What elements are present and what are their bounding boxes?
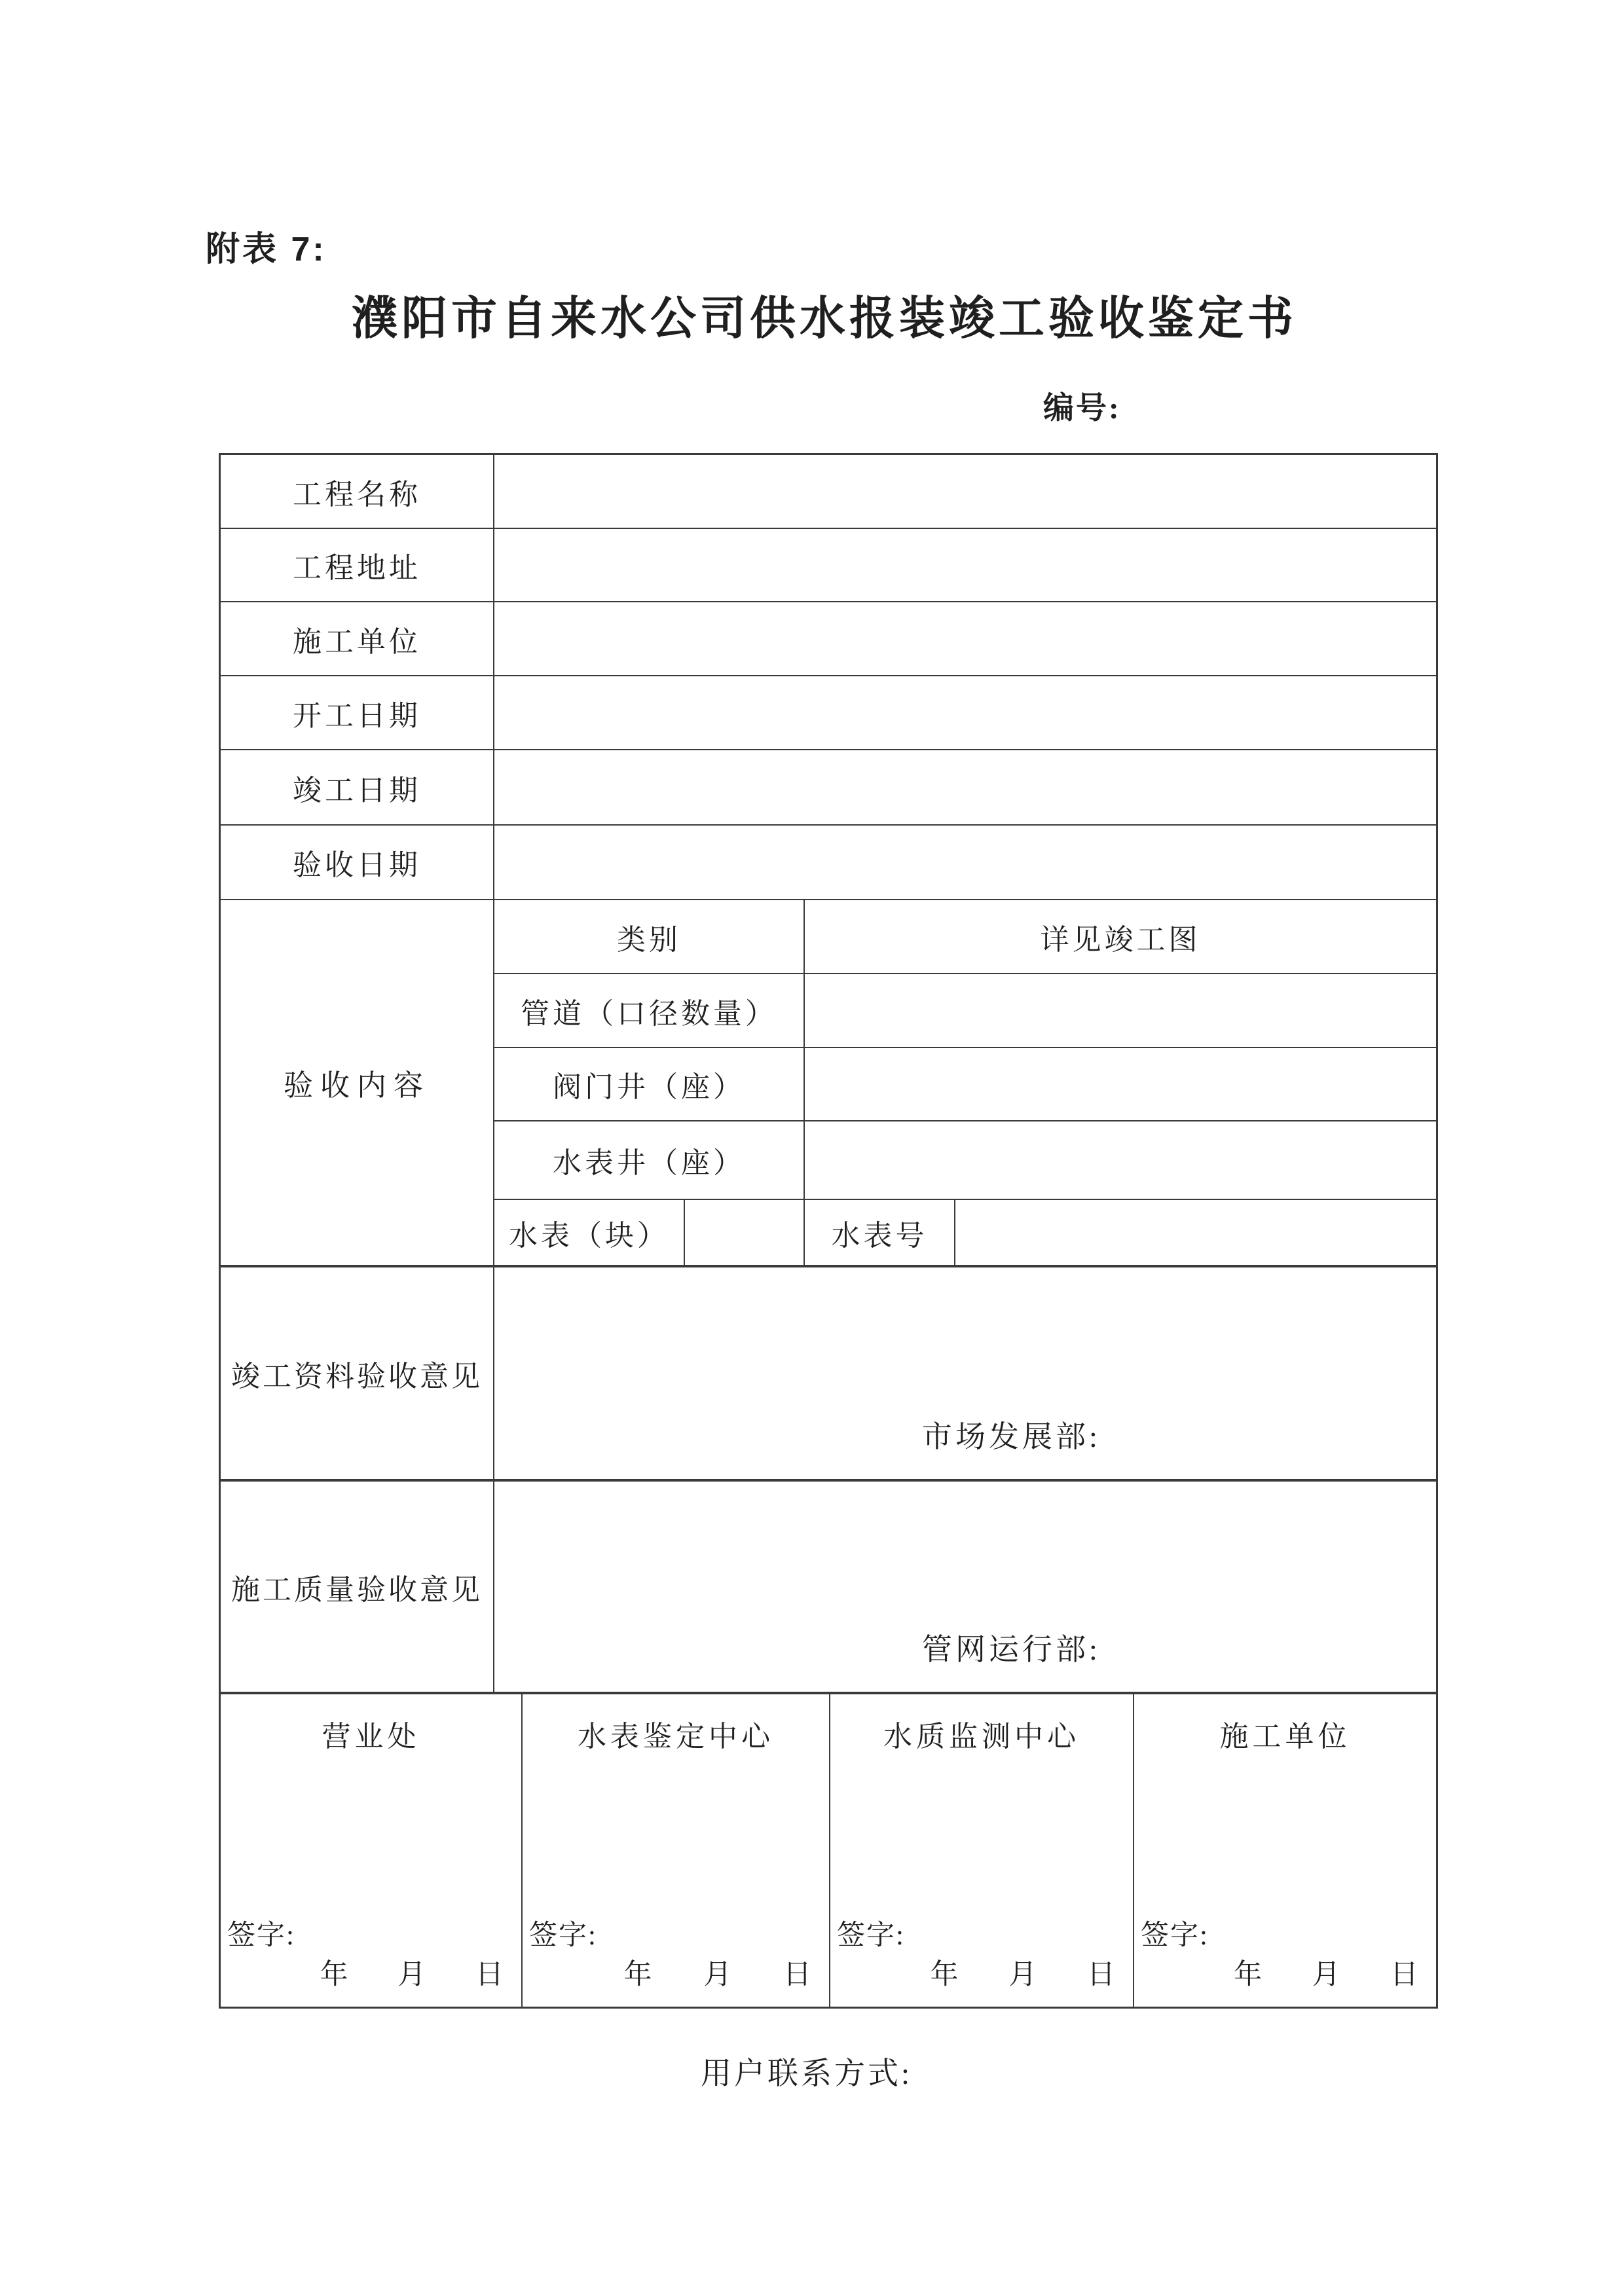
date-year-label: 年	[1234, 1959, 1266, 1990]
sign-column-header: 营业处	[322, 1721, 420, 1753]
acceptance-form-table	[219, 453, 1438, 2009]
date-day-label: 日	[1390, 1959, 1422, 1990]
field-label-start-date: 开工日期	[221, 676, 494, 750]
acceptance-item-meter-well-value	[805, 1121, 1436, 1200]
sign-column-header: 水表鉴定中心	[578, 1721, 774, 1753]
page-title: 濮阳市自来水公司供水报装竣工验收鉴定书	[352, 294, 1297, 344]
date-year-label: 年	[930, 1959, 962, 1990]
date-line	[930, 1952, 1118, 1992]
opinion-content-completion-data	[494, 1267, 1436, 1482]
dept-pipe-network-operation: 管网运行部:	[922, 1633, 1101, 1666]
date-month-label: 月	[1312, 1959, 1344, 1990]
field-value-start-date	[494, 676, 1436, 750]
field-value-acceptance-date	[494, 826, 1436, 900]
opinion-label-construction-quality: 施工质量验收意见	[221, 1482, 494, 1694]
sign-column-water-quality-center	[830, 1694, 1134, 2007]
acceptance-item-pipeline: 管道（口径数量）	[494, 974, 805, 1048]
opinion-label-completion-data: 竣工资料验收意见	[221, 1267, 494, 1482]
sign-column-business-office	[221, 1694, 523, 2007]
acceptance-item-pipeline-value	[805, 974, 1436, 1048]
date-year-label: 年	[623, 1959, 655, 1990]
signature-label: 签字:	[227, 1920, 295, 1951]
field-value-project-address	[494, 529, 1436, 602]
acceptance-meter-number-value	[955, 1200, 1436, 1267]
acceptance-item-meter-well: 水表井（座）	[494, 1121, 805, 1200]
acceptance-meter-value	[685, 1200, 805, 1267]
field-label-project-name: 工程名称	[221, 455, 494, 529]
field-label-acceptance-date: 验收日期	[221, 826, 494, 900]
date-line	[320, 1952, 507, 1992]
signature-label: 签字:	[529, 1920, 597, 1951]
acceptance-item-valve-well-value	[805, 1048, 1436, 1121]
date-line	[1234, 1952, 1422, 1992]
acceptance-meter-label: 水表（块）	[494, 1200, 685, 1267]
field-value-construction-unit	[494, 602, 1436, 676]
date-month-label: 月	[703, 1959, 735, 1990]
signature-label: 签字:	[1141, 1920, 1209, 1951]
acceptance-content-label: 验收内容	[221, 900, 494, 1267]
dept-market-development: 市场发展部:	[922, 1420, 1101, 1453]
date-day-label: 日	[1086, 1959, 1118, 1990]
date-day-label: 日	[783, 1959, 815, 1990]
date-line	[623, 1952, 815, 1992]
acceptance-meter-number-label: 水表号	[805, 1200, 955, 1267]
field-label-construction-unit: 施工单位	[221, 602, 494, 676]
sign-column-construction-unit	[1134, 1694, 1436, 2007]
sign-column-meter-appraisal-center	[523, 1694, 830, 2007]
acceptance-category-header: 类别	[494, 900, 805, 974]
opinion-content-construction-quality	[494, 1482, 1436, 1694]
field-label-completion-date: 竣工日期	[221, 750, 494, 826]
acceptance-item-valve-well: 阀门井（座）	[494, 1048, 805, 1121]
date-month-label: 月	[1008, 1959, 1041, 1990]
document-number-label: 编号:	[1043, 392, 1121, 426]
acceptance-detail-header: 详见竣工图	[805, 900, 1436, 974]
field-value-project-name	[494, 455, 1436, 529]
sign-column-header: 水质监测中心	[883, 1721, 1080, 1753]
date-month-label: 月	[397, 1959, 430, 1990]
sign-column-header: 施工单位	[1219, 1721, 1351, 1753]
field-label-project-address: 工程地址	[221, 529, 494, 602]
field-value-completion-date	[494, 750, 1436, 826]
signature-label: 签字:	[837, 1920, 905, 1951]
date-day-label: 日	[475, 1959, 507, 1990]
appendix-label: 附表 7:	[206, 230, 327, 268]
date-year-label: 年	[320, 1959, 352, 1990]
user-contact-label: 用户联系方式:	[701, 2057, 913, 2091]
